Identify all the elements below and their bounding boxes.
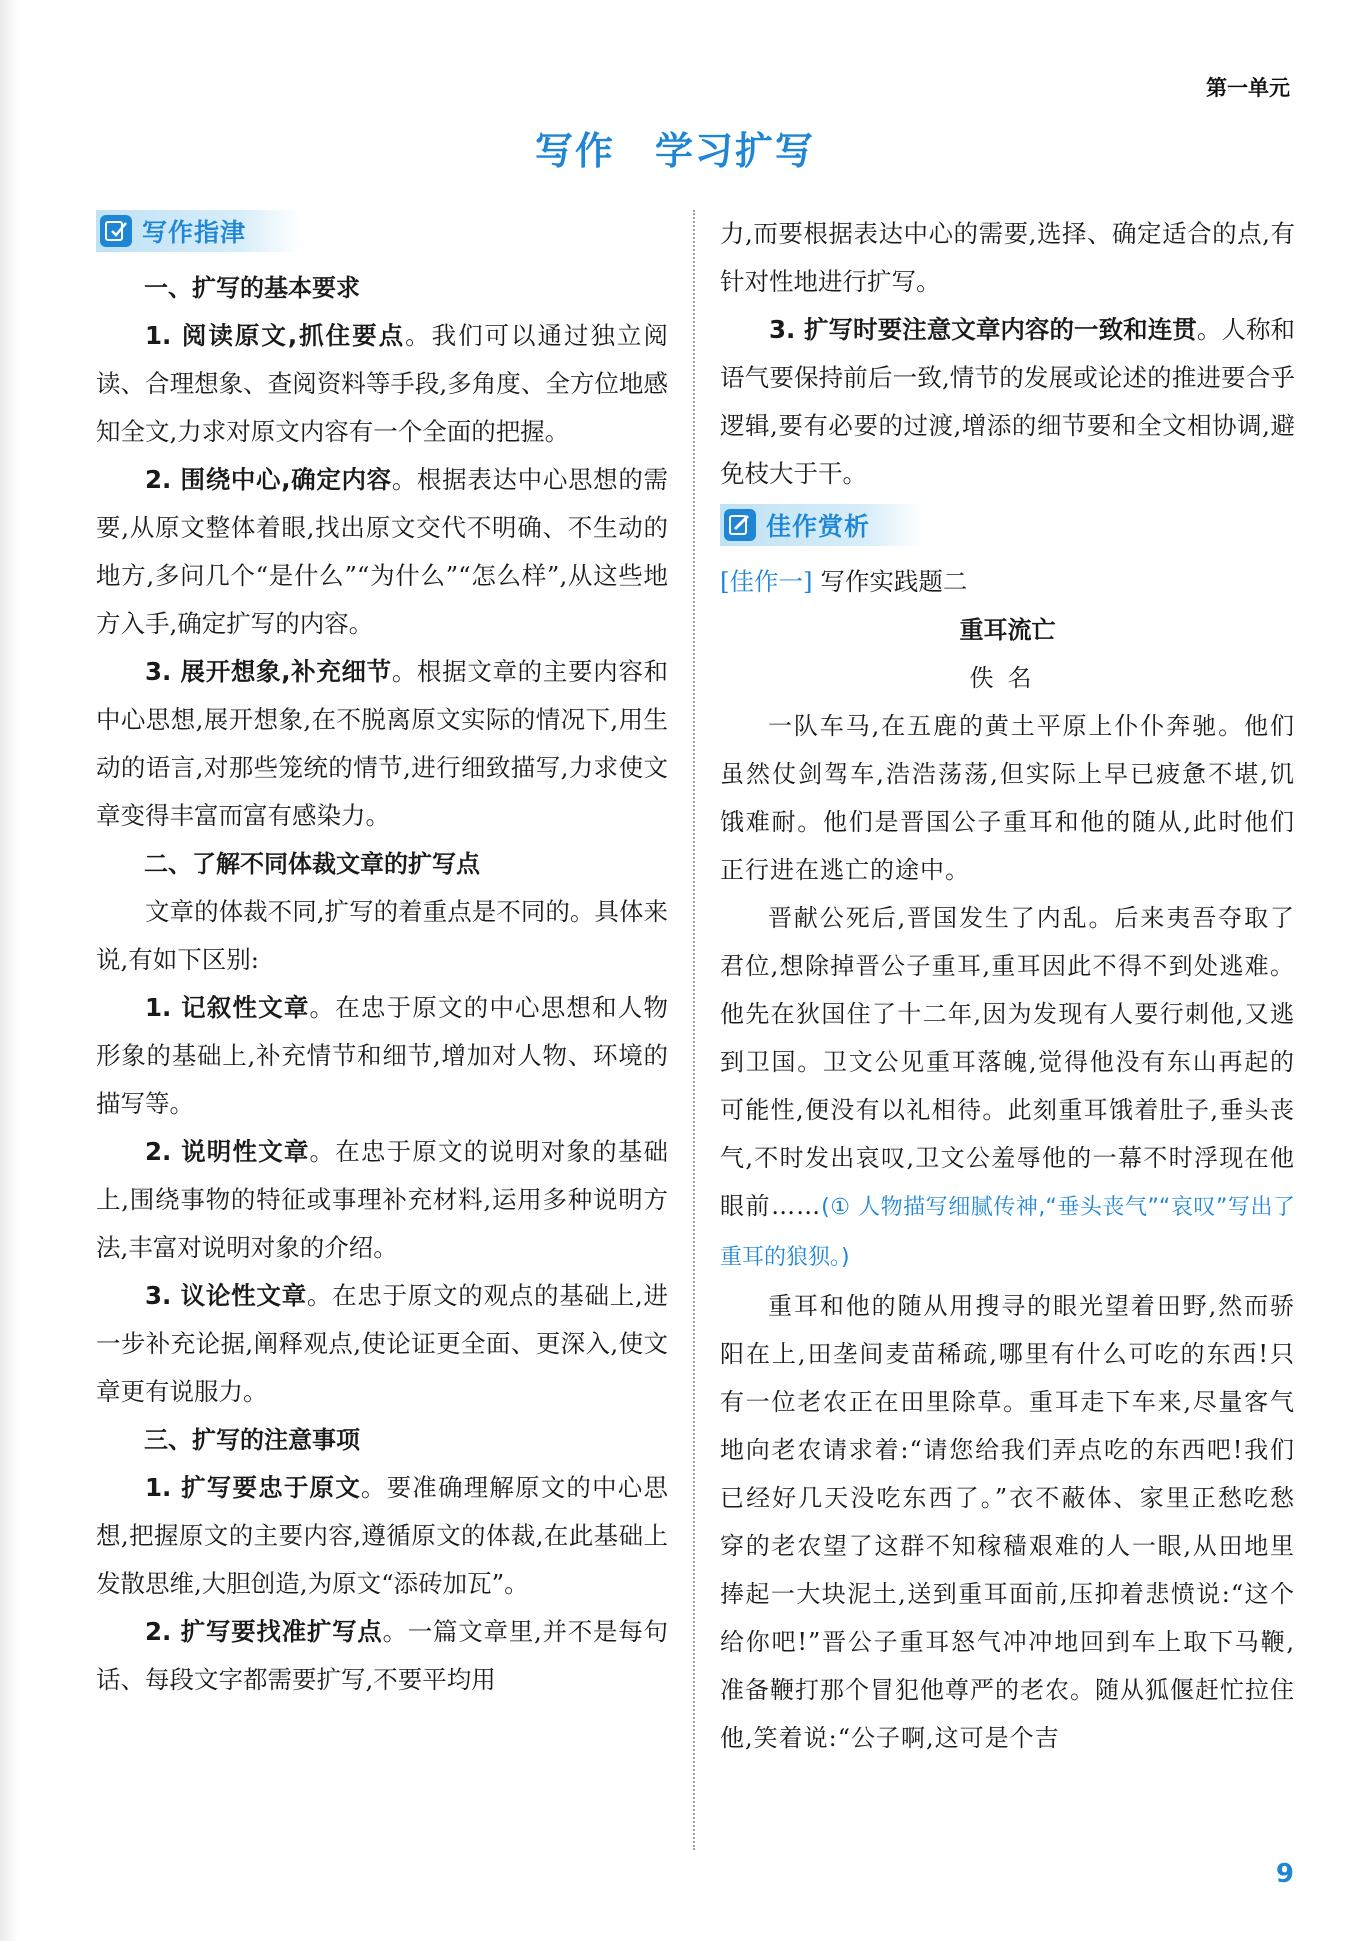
sample-source: 写作实践题二	[820, 567, 968, 596]
pen-check-icon	[724, 509, 756, 541]
paragraph-10: 3. 扩写时要注意文章内容的一致和连贯。人称和语气要保持前后一致,情节的发展或论述的推进要合乎逻辑,要有必要的过渡,增添的细节要和全文相协调,避免枝大于干。	[720, 315, 1295, 488]
section-title-guide: 写作指津	[142, 218, 247, 247]
paragraph-3: 3. 展开想象,补充细节。根据文章的主要内容和中心思想,展开想象,在不脱离原文实际的情况下,用生动的语言,对那些笼统的情节,进行细致描写,力求使文章变得丰富而富有感染力。	[96, 657, 668, 830]
page-edge-shadow	[0, 0, 18, 1941]
essay-paragraph-3: 重耳和他的随从用搜寻的眼光望着田野,然而骄阳在上,田垄间麦苗稀疏,哪里有什么可吃的东西!只有一位老农正在田里除草。重耳走下车来,尽量客气地向老农请求着:“请您给我们弄点吃的东西吧!我们已经好几天没吃东西了。”衣不蔽体、家里正愁吃愁穿的老农望了这群不知稼穑艰难的人一眼,从田地里捧起一大块泥土,送到重耳面前,压抑着悲愤说:“这个给你吧!”晋公子重耳怒气冲冲地回到车上取下马鞭,准备鞭打那个冒犯他尊严的老农。随从狐偃赶忙拉住他,笑着说:“公子啊,这可是个吉	[720, 1292, 1295, 1752]
page-number: 9	[1275, 1859, 1294, 1889]
essay-author: 佚名	[969, 664, 1046, 692]
paragraph-continued: 力,而要根据表达中心的需要,选择、确定适合的点,有针对性地进行扩写。	[720, 219, 1295, 296]
heading-notes: 三、扩写的注意事项	[144, 1426, 360, 1454]
annotation-note: (① 人物描写细腻传神,“垂头丧气”“哀叹”写出了重耳的狼狈。)	[720, 1195, 1295, 1270]
section-banner-guide	[96, 210, 301, 252]
paragraph-7: 3. 议论性文章。在忠于原文的观点的基础上,进一步补充论据,阐释观点,使论证更全面、更深入,使文章更有说服力。	[96, 1281, 668, 1406]
essay-paragraph-2: 晋献公死后,晋国发生了内乱。后来夷吾夺取了君位,想除掉晋公子重耳,重耳因此不得不到处逃难。他先在狄国住了十二年,因为发现有人要行刺他,又逃到卫国。卫文公见重耳落魄,觉得他没有东山再起的可能性,便没有以礼相待。此刻重耳饿着肚子,垂头丧气,不时发出哀叹,卫文公羞辱他的一幕不时浮现在他眼前……(① 人物描写细腻传神,“垂头丧气”“哀叹”写出了重耳的狼狈。)	[720, 904, 1295, 1270]
sample-tag-line	[720, 558, 1295, 606]
unit-header: 第一单元	[1206, 76, 1290, 100]
heading-basic-requirements: 一、扩写的基本要求	[144, 274, 360, 302]
column-divider	[693, 210, 695, 1850]
section-banner-appreciation	[720, 504, 925, 546]
essay-paragraph-1: 一队车马,在五鹿的黄土平原上仆仆奔驰。他们虽然仗剑驾车,浩浩荡荡,但实际上早已疲惫不堪,饥饿难耐。他们是晋国公子重耳和他的随从,此时他们正行进在逃亡的途中。	[720, 712, 1295, 884]
sample-tag: [佳作一]	[720, 567, 813, 596]
heading-genre-points: 二、了解不同体裁文章的扩写点	[144, 850, 480, 878]
page-title: 写作 学习扩写	[534, 129, 815, 173]
paragraph-4: 文章的体裁不同,扩写的着重点是不同的。具体来说,有如下区别:	[96, 897, 668, 974]
section-title-appreciation: 佳作赏析	[766, 512, 871, 541]
paragraph-5: 1. 记叙性文章。在忠于原文的中心思想和人物形象的基础上,补充情节和细节,增加对人物、环境的描写等。	[96, 993, 668, 1118]
paragraph-1: 1. 阅读原文,抓住要点。我们可以通过独立阅读、合理想象、查阅资料等手段,多角度、全方位地感知全文,力求对原文内容有一个全面的把握。	[96, 321, 668, 446]
paragraph-2: 2. 围绕中心,确定内容。根据表达中心思想的需要,从原文整体着眼,找出原文交代不明确、不生动的地方,多问几个“是什么”“为什么”“怎么样”,从这些地方入手,确定扩写的内容。	[96, 465, 668, 638]
right-column	[720, 210, 1295, 1762]
writing-guide-icon	[100, 215, 132, 247]
essay-title: 重耳流亡	[959, 616, 1056, 644]
left-column	[96, 210, 668, 1704]
paragraph-8: 1. 扩写要忠于原文。要准确理解原文的中心思想,把握原文的主要内容,遵循原文的体裁,在此基础上发散思维,大胆创造,为原文“添砖加瓦”。	[96, 1473, 668, 1598]
paragraph-9: 2. 扩写要找准扩写点。一篇文章里,并不是每句话、每段文字都需要扩写,不要平均用	[96, 1617, 668, 1694]
paragraph-6: 2. 说明性文章。在忠于原文的说明对象的基础上,围绕事物的特征或事理补充材料,运用多种说明方法,丰富对说明对象的介绍。	[96, 1137, 668, 1262]
sample-essay	[720, 606, 1295, 1762]
